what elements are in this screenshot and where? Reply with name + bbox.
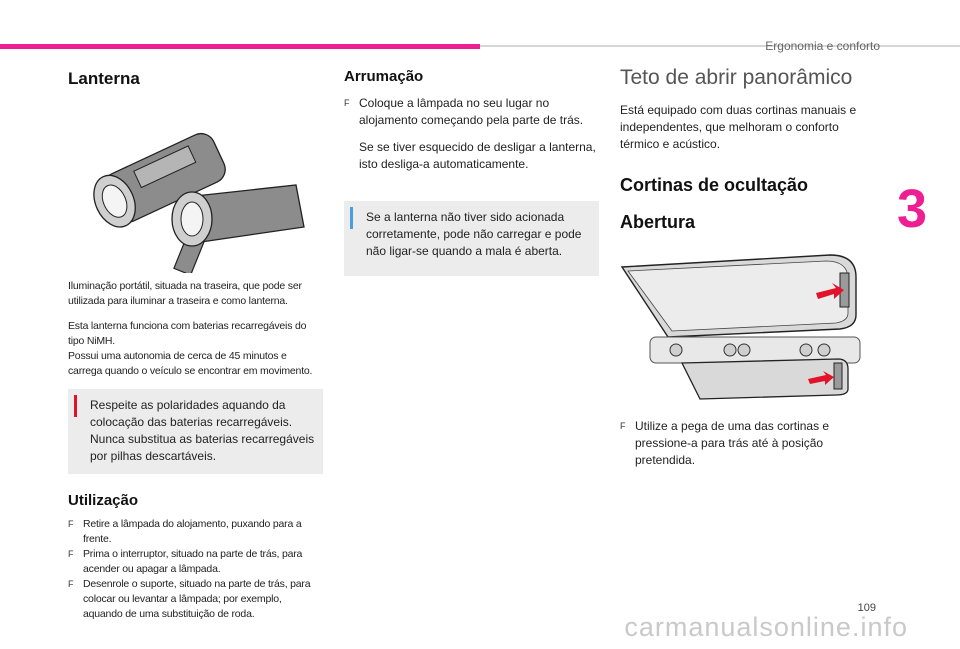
auto-off-note: Se se tiver esquecido de desligar a lanterna, isto desliga-a automaticamente. (359, 140, 596, 171)
rear-curtain (682, 359, 848, 399)
header-rule (480, 45, 960, 47)
list-item: F Retire a lâmpada do alojamento, puxando para a frente. (68, 517, 323, 547)
page-number: 109 (857, 602, 876, 614)
abertura-list (620, 418, 875, 469)
lanterna-heading: Lanterna (68, 69, 140, 88)
list-item: F Prima o interruptor, situado na parte de trás, para acender ou apagar a lâmpada. (68, 547, 323, 577)
battery-paragraph: Esta lanterna funciona com baterias recarregáveis do tipo NiMH. (68, 320, 307, 347)
info-text: Se a lanterna não tiver sido acionada corretamente, pode não carregar e pode não ligar-se quando a mala é aberta. (366, 210, 582, 258)
flashlight-right (172, 185, 304, 273)
abertura-heading: Abertura (620, 212, 696, 232)
front-curtain (622, 255, 856, 337)
usage-list (68, 517, 323, 622)
sunroof-illustration (620, 243, 875, 408)
teto-intro: Está equipado com duas cortinas manuais e independentes, que melhoram o conforto térmico e acústico. (620, 103, 857, 151)
info-box (344, 201, 599, 276)
flashlight-caption: Iluminação portátil, situada na traseira, que pode ser utilizada para iluminar a traseira e como lanterna. (68, 280, 302, 307)
arrumacao-heading: Arrumação (344, 68, 424, 85)
arrumacao-list (344, 95, 599, 129)
list-item: F Utilize a pega de uma das cortinas e pressione-a para trás até à posição pretendida. (620, 418, 875, 469)
teto-heading: Teto de abrir panorâmico (620, 66, 853, 89)
autonomy-paragraph: Possui uma autonomia de cerca de 45 minutos e carrega quando o veículo se encontrar em movimento. (68, 350, 313, 377)
warning-box (68, 389, 323, 474)
warning-text: Respeite as polaridades aquando da colocação das baterias recarregáveis. Nunca substitua as baterias recarregáveis por pilhas descartáveis. (90, 398, 315, 463)
list-item: F Coloque a lâmpada no seu lugar no alojamento começando pela parte de trás. (344, 95, 599, 129)
info-icon (350, 207, 353, 229)
chapter-number: 3 (897, 179, 928, 239)
column-teto (620, 60, 875, 469)
column-lanterna (68, 60, 323, 622)
column-arrumacao (344, 60, 599, 276)
section-title: Ergonomia e conforto (765, 39, 880, 53)
warning-icon (74, 395, 77, 417)
watermark: carmanualsonline.info (624, 612, 908, 642)
header-accent-bar (0, 44, 480, 49)
usage-heading: Utilização (68, 492, 139, 509)
list-item: F Desenrole o suporte, situado na parte de trás, para colocar ou levantar a lâmpada; por exemplo, aquando de uma substituição de roda. (68, 577, 323, 622)
cortinas-heading: Cortinas de ocultação (620, 175, 809, 195)
flashlight-illustration (68, 105, 323, 273)
